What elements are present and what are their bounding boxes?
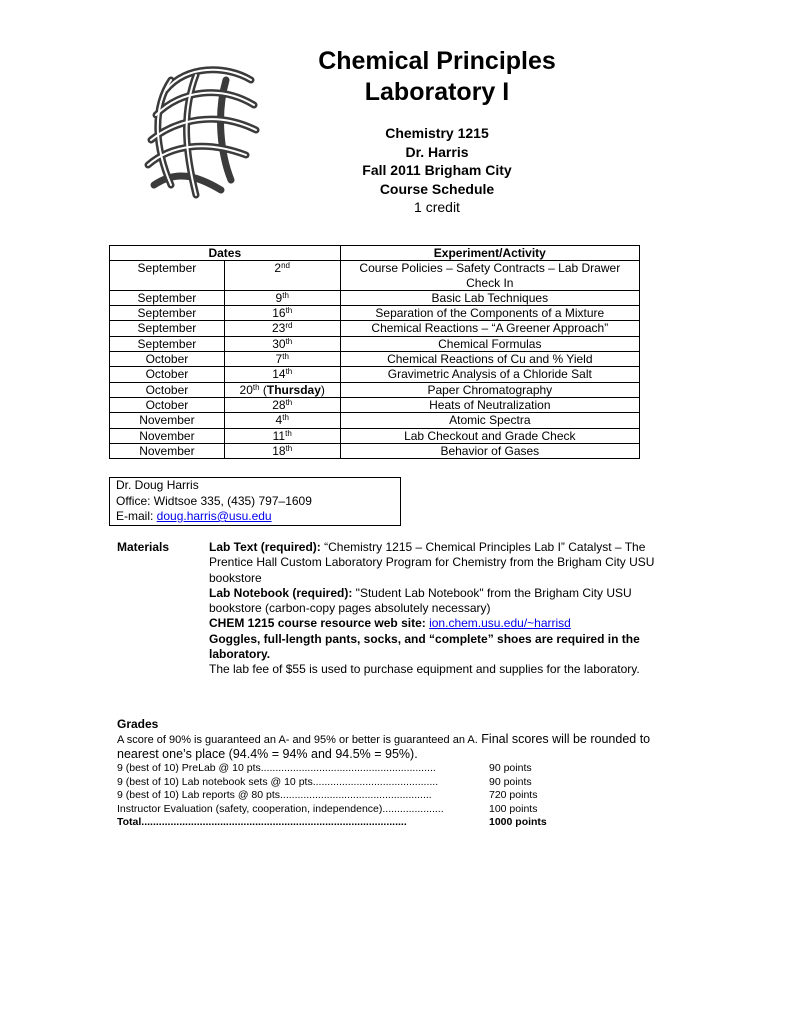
- day-number: 23: [271, 321, 286, 336]
- day-suffix: th: [282, 352, 289, 362]
- activity-text: Behavior of Gases: [440, 443, 540, 458]
- contact-name: Dr. Doug Harris: [116, 478, 199, 492]
- table-row: [110, 336, 640, 351]
- lab-text-value: “Chemistry 1215 – Chemical Principles Lab I” Catalyst – The Prentice Hall Custom Laboratory Program for Chemistry from the Brigham City USU bookstore: [209, 540, 655, 585]
- table-row: [110, 428, 640, 443]
- contact-email-line: [116, 509, 400, 525]
- table-row: [110, 261, 640, 291]
- course-info: [300, 124, 574, 217]
- grade-item: [117, 803, 569, 817]
- month-cell: September: [110, 336, 225, 351]
- day-cell: [224, 261, 340, 291]
- day-cell: [224, 290, 340, 305]
- contact-box: [109, 477, 401, 526]
- grade-item-points: 720 points: [489, 789, 538, 801]
- activity-text-cont: Check In: [466, 275, 514, 290]
- month-cell: September: [110, 306, 225, 321]
- notebook-value: "Student Lab Notebook" from the Brigham City USU bookstore (carbon-copy pages absolutely necessary): [209, 585, 632, 616]
- grade-total-label: Total...........................................................................................: [117, 816, 407, 828]
- activity-cell: [340, 443, 639, 458]
- month-cell: October: [110, 352, 225, 367]
- grade-total-row: [117, 816, 569, 830]
- day-note: Thursday: [266, 382, 321, 397]
- activity-text: Gravimetric Analysis of a Chloride Salt: [387, 367, 592, 382]
- day-cell: [224, 352, 340, 367]
- activity-text: Lab Checkout and Grade Check: [404, 428, 576, 443]
- grade-item-points: 100 points: [489, 802, 538, 815]
- activity-header: Experiment/Activity: [340, 246, 639, 261]
- grades-intro-small: A score of 90% is guaranteed an A- and 95% or better is guaranteed an A.: [117, 734, 478, 746]
- activity-cell: [340, 413, 639, 428]
- day-cell: [224, 443, 340, 458]
- grade-item-label: 9 (best of 10) Lab reports @ 80 pts....................................................: [117, 789, 432, 801]
- day-cell: [224, 306, 340, 321]
- table-row: [110, 397, 640, 412]
- protein-ribbon-logo: [136, 60, 270, 204]
- email-label: E-mail:: [116, 509, 157, 523]
- activity-text: Basic Lab Techniques: [431, 290, 549, 305]
- grades-list: [117, 762, 569, 830]
- month-cell: October: [110, 397, 225, 412]
- email-link[interactable]: doug.harris@usu.edu: [156, 509, 272, 523]
- website-item: [209, 616, 679, 631]
- notebook-item: [209, 586, 679, 617]
- grades-heading: Grades: [117, 717, 159, 731]
- course-number: Chemistry 1215: [385, 125, 489, 141]
- table-row: [110, 352, 640, 367]
- activity-cell: [340, 306, 639, 321]
- activity-cell: [340, 336, 639, 351]
- month-cell: October: [110, 382, 225, 397]
- day-cell: [224, 336, 340, 351]
- activity-text: Course Policies – Safety Contracts – Lab Drawer: [359, 261, 621, 276]
- grade-item-points: 90 points: [489, 775, 532, 788]
- term: Fall 2011 Brigham City: [362, 162, 512, 178]
- table-row: [110, 290, 640, 305]
- day-number: 4: [275, 413, 283, 428]
- activity-cell: [340, 367, 639, 382]
- day-cell: [224, 367, 340, 382]
- day-suffix: th: [282, 413, 289, 423]
- safety-requirement: Goggles, full-length pants, socks, and “complete” shoes are required in the laboratory.: [209, 631, 640, 662]
- table-row: [110, 367, 640, 382]
- month-cell: September: [110, 261, 225, 291]
- table-row: [110, 321, 640, 336]
- day-suffix: th: [285, 306, 293, 316]
- activity-cell: [340, 382, 639, 397]
- day-cell: 20th (Thursday): [224, 382, 340, 397]
- instructor-name: Dr. Harris: [405, 143, 469, 160]
- grade-item-label: 9 (best of 10) Lab notebook sets @ 10 pts...........................................: [117, 775, 439, 788]
- day-cell: [224, 397, 340, 412]
- activity-text: Atomic Spectra: [449, 413, 531, 428]
- activity-text: Heats of Neutralization: [429, 397, 551, 412]
- table-row: [110, 443, 640, 458]
- dates-header: Dates: [110, 246, 341, 261]
- title-line-1: Chemical Principles: [318, 47, 556, 75]
- activity-text: Chemical Formulas: [438, 336, 542, 351]
- day-cell: [224, 321, 340, 336]
- day-number: 14: [272, 367, 286, 382]
- activity-cell: [340, 352, 639, 367]
- day-number: 20: [239, 382, 253, 397]
- day-number: 2: [274, 261, 282, 276]
- day-suffix: th: [285, 397, 293, 407]
- activity-cell: [340, 397, 639, 412]
- day-suffix: th: [282, 290, 289, 300]
- day-suffix: nd: [281, 261, 291, 271]
- table-row: [110, 306, 640, 321]
- website-label: CHEM 1215 course resource web site:: [209, 616, 430, 631]
- activity-cell: [340, 290, 639, 305]
- credits: 1 credit: [414, 199, 460, 215]
- activity-cell: [340, 428, 639, 443]
- activity-text: Chemical Reactions – “A Greener Approach”: [371, 321, 609, 336]
- grade-total-points: 1000 points: [489, 816, 547, 828]
- grade-item-label: 9 (best of 10) PreLab @ 10 pts............................................................: [117, 762, 436, 774]
- month-cell: September: [110, 321, 225, 336]
- grade-item: [117, 789, 569, 803]
- schedule-header-row: [110, 246, 640, 261]
- grade-item-points: 90 points: [489, 762, 532, 774]
- grade-item: [117, 776, 569, 790]
- day-suffix: th: [252, 382, 260, 392]
- lab-text-item: [209, 540, 679, 586]
- materials-section: [209, 540, 679, 678]
- activity-cell: [340, 321, 639, 336]
- document-title: [300, 46, 574, 108]
- day-cell: [224, 428, 340, 443]
- grade-item-label: Instructor Evaluation (safety, cooperation, independence).....................: [117, 802, 444, 815]
- table-row: [110, 413, 640, 428]
- title-line-2: Laboratory I: [364, 78, 510, 106]
- day-suffix: rd: [285, 321, 293, 331]
- notebook-label: Lab Notebook (required):: [209, 585, 353, 600]
- day-suffix: th: [285, 336, 293, 346]
- activity-text: Chemical Reactions of Cu and % Yield: [387, 352, 593, 367]
- grades-intro-big: Final scores will be rounded to nearest one’s place (94.4% = 94% and 94.5% = 95%).: [117, 732, 651, 761]
- materials-label: Materials: [117, 540, 170, 554]
- day-number: 28: [272, 397, 286, 412]
- month-cell: September: [110, 290, 225, 305]
- grades-intro: [117, 732, 677, 762]
- day-number: 18: [272, 443, 286, 458]
- month-cell: October: [110, 367, 225, 382]
- activity-text: Paper Chromatography: [427, 382, 553, 397]
- activity-cell: [340, 261, 639, 291]
- day-cell: [224, 413, 340, 428]
- day-suffix: th: [285, 443, 293, 453]
- month-cell: November: [110, 443, 225, 458]
- day-number: 11: [272, 428, 286, 443]
- month-cell: November: [110, 428, 225, 443]
- day-number: 30: [272, 336, 286, 351]
- grade-item: [117, 762, 569, 776]
- day-suffix: th: [285, 367, 293, 377]
- contact-office: Office: Widtsoe 335, (435) 797–1609: [116, 493, 312, 508]
- doc-type: Course Schedule: [379, 180, 495, 197]
- activity-text: Separation of the Components of a Mixture: [375, 306, 605, 321]
- day-number: 9: [275, 290, 283, 305]
- day-number: 16: [272, 306, 286, 321]
- day-suffix: th: [285, 428, 292, 438]
- day-number: 7: [275, 352, 283, 367]
- month-cell: November: [110, 413, 225, 428]
- lab-fee: The lab fee of $55 is used to purchase equipment and supplies for the laboratory.: [209, 662, 640, 677]
- schedule-table: [109, 245, 640, 459]
- website-link[interactable]: ion.chem.usu.edu/~harrisd: [429, 616, 571, 631]
- lab-text-label: Lab Text (required):: [209, 540, 321, 554]
- table-row: [110, 382, 640, 397]
